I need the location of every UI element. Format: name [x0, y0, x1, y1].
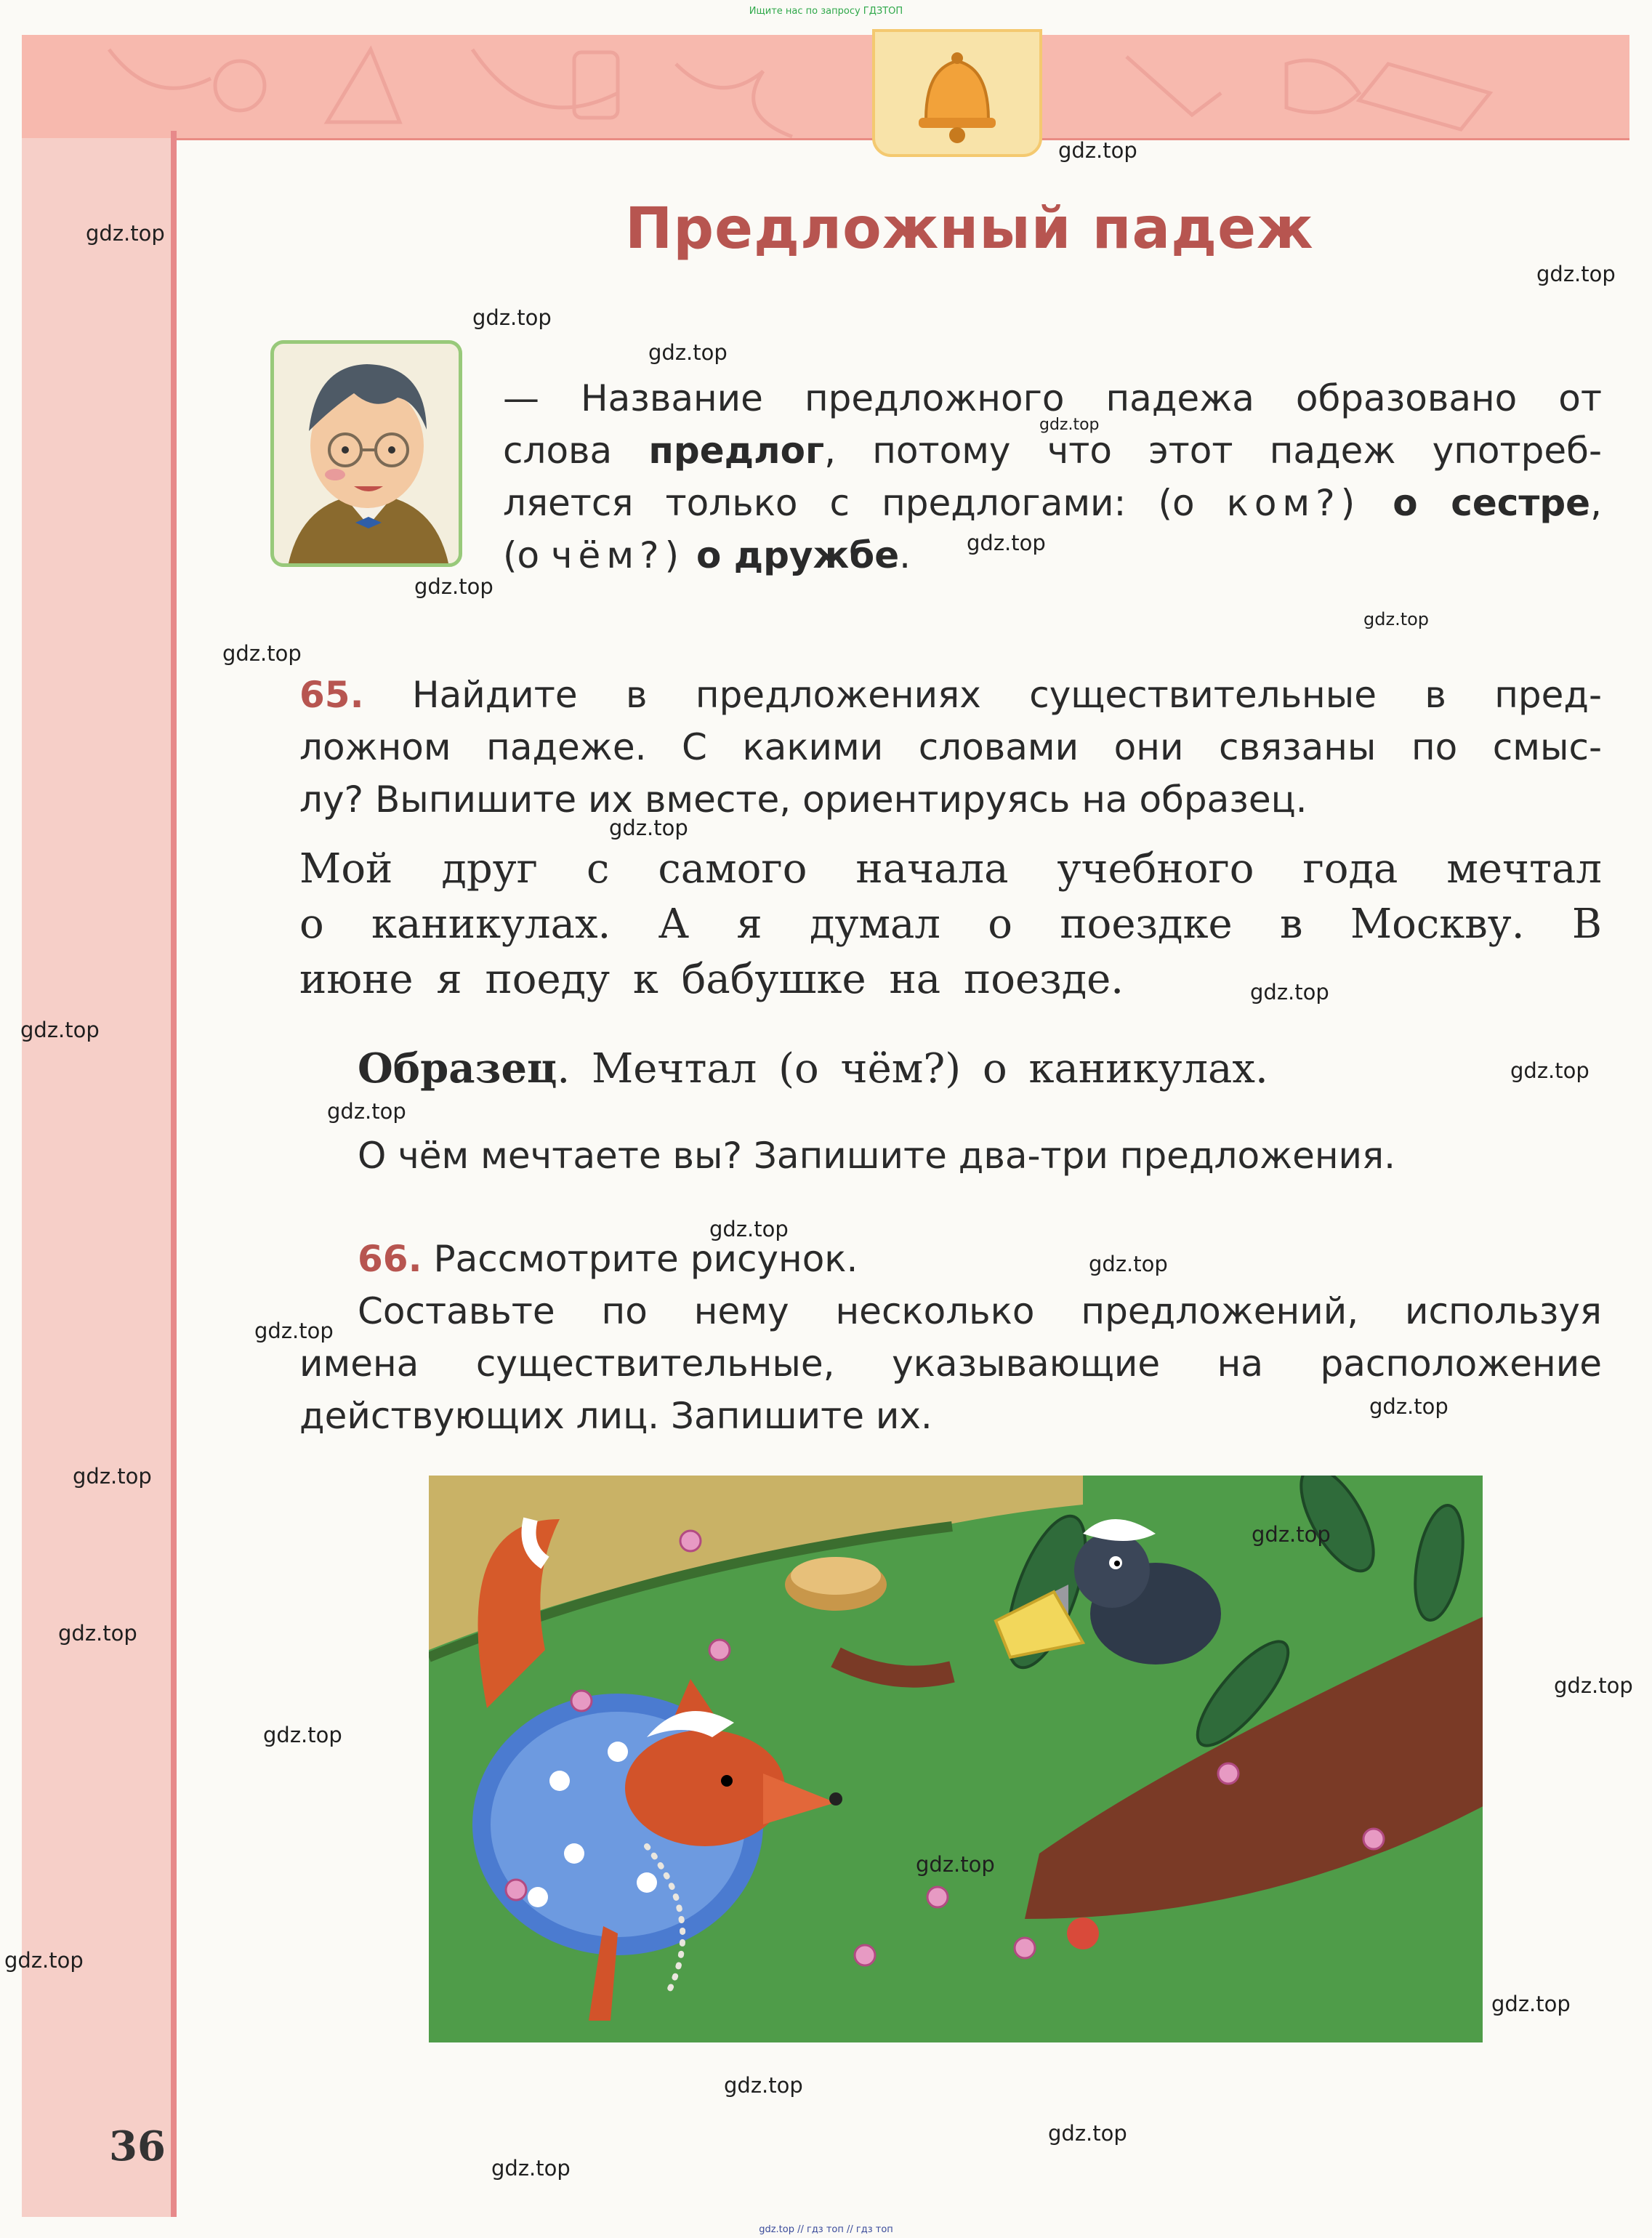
curve-shape [472, 49, 618, 108]
watermark: gdz.top [648, 340, 728, 365]
ex66-line-2: Составьте по нему несколько предложений, используя [358, 1290, 1602, 1332]
watermark: gdz.top [263, 1723, 342, 1747]
watermark: gdz.top [1536, 262, 1616, 286]
ex65-instruction: Найдите в предложениях существительные в пред- [411, 674, 1602, 716]
mushroom [1067, 1917, 1099, 1949]
teacher-portrait [270, 340, 462, 567]
watermark: gdz.top [1369, 1394, 1448, 1419]
watermark: gdz.top [1491, 1992, 1571, 2016]
school-items-decoration [22, 35, 1629, 138]
watermark: gdz.top [491, 2156, 571, 2181]
watermark: gdz.top [609, 816, 688, 840]
watermark: gdz.top [1510, 1058, 1589, 1083]
leaf-shape [676, 64, 792, 137]
ex65-line-3: лу? Выпишите их вместе, ориентируясь на образец. [299, 778, 1308, 821]
margin-line [171, 131, 177, 2217]
watermark: gdz.top [916, 1852, 995, 1877]
intro-line-4 [503, 529, 911, 581]
watermark: gdz.top [967, 531, 1046, 555]
watermark: gdz.top [472, 305, 552, 330]
intro-text: ляется только с предлогами: (о [503, 482, 1195, 524]
teacher-illustration [274, 344, 459, 563]
intro-punct: , [1590, 482, 1602, 524]
scissors-shape [109, 49, 211, 88]
left-margin-strip [22, 138, 171, 2217]
watermark: gdz.top [86, 221, 165, 246]
watermark: gdz.top [73, 1464, 152, 1489]
header-banner [22, 35, 1629, 140]
watermark: gdz.top [1089, 1252, 1168, 1276]
ex65-text-line-1: Мой друг с самого начала учебного года мечтал [299, 845, 1602, 893]
ex66-line-3: имена существительные, указывающие на расположение [299, 1343, 1602, 1385]
book-shape [1359, 64, 1490, 129]
watermark: gdz.top [709, 1217, 789, 1241]
watermark: gdz.top [1039, 416, 1100, 434]
ribbon-shape [1286, 60, 1359, 113]
sample-text: Мечтал (о чём?) о каникулах. [591, 1045, 1268, 1092]
ex66-line-4: действующих лиц. Запишите их. [299, 1395, 932, 1437]
question-kom: ком?) [1226, 482, 1361, 524]
watermark: gdz.top [1048, 2121, 1127, 2146]
bell-icon-tile [872, 29, 1042, 157]
intro-text: , потому что этот падеж употреб- [824, 430, 1602, 472]
watermark: gdz.top [1252, 1522, 1331, 1547]
ex65-text-line-2: о каникулах. А я думал о поездке в Москву. В [299, 901, 1602, 948]
watermark: gdz.top [254, 1319, 334, 1343]
flashlight-shape [574, 52, 618, 118]
ex65-sample [358, 1041, 1268, 1097]
watermark: gdz.top [1363, 609, 1430, 629]
pencil-shape [1127, 57, 1221, 115]
ex65-line-1 [299, 669, 1602, 721]
fox-and-crow-picture [429, 1476, 1483, 2042]
intro-text: слова [503, 430, 613, 472]
sample-label: Образец [358, 1044, 557, 1092]
intro-text: (о [503, 534, 540, 576]
scissor-handle-shape [215, 61, 265, 110]
ex66-instruction: Рассмотрите рисунок. [433, 1238, 858, 1280]
watermark: gdz.top [327, 1099, 406, 1124]
bell-outline-shape [327, 49, 400, 122]
intro-line-3 [503, 477, 1602, 529]
ex65-task: О чём мечтаете вы? Запишите два-три предложения. [358, 1135, 1396, 1177]
keyword-predlog: предлог [648, 430, 825, 472]
example-o-sestre: о сестре [1393, 482, 1591, 524]
watermark: gdz.top [1250, 980, 1329, 1005]
sample-dot: . [557, 1045, 571, 1092]
intro-line-1: — Название предложного падежа образовано от [503, 377, 1602, 419]
watermark: gdz.top [20, 1018, 100, 1042]
page-number: 36 [109, 2122, 166, 2170]
ex65-line-2: ложном падеже. С какими словами они связаны по смыс- [299, 726, 1602, 768]
top-note: Ищите нас по запросу ГДЗТОП [749, 6, 903, 17]
fox-crow-illustration [429, 1476, 1483, 2042]
watermark: gdz.top [222, 641, 302, 666]
ex65-number: 65. [299, 674, 364, 716]
question-chem: чём?) [551, 534, 685, 576]
watermark: gdz.top [1554, 1673, 1633, 1698]
intro-punct: . [899, 534, 911, 576]
watermark: gdz.top [58, 1621, 137, 1646]
watermark: gdz.top [724, 2073, 803, 2098]
watermark: gdz.top [1058, 138, 1137, 163]
example-o-druzhbe: о дружбе [696, 534, 900, 576]
watermark: gdz.top [4, 1948, 84, 1973]
ex65-text-line-3: июне я поеду к бабушке на поезде. [299, 956, 1124, 1003]
ex66-number: 66. [358, 1238, 422, 1280]
watermark: gdz.top [414, 574, 493, 599]
bottom-note: gdz.top // гдз топ // гдз топ [759, 2224, 893, 2235]
bell-icon [875, 32, 1039, 154]
page-title: Предложный падеж [625, 196, 1314, 262]
